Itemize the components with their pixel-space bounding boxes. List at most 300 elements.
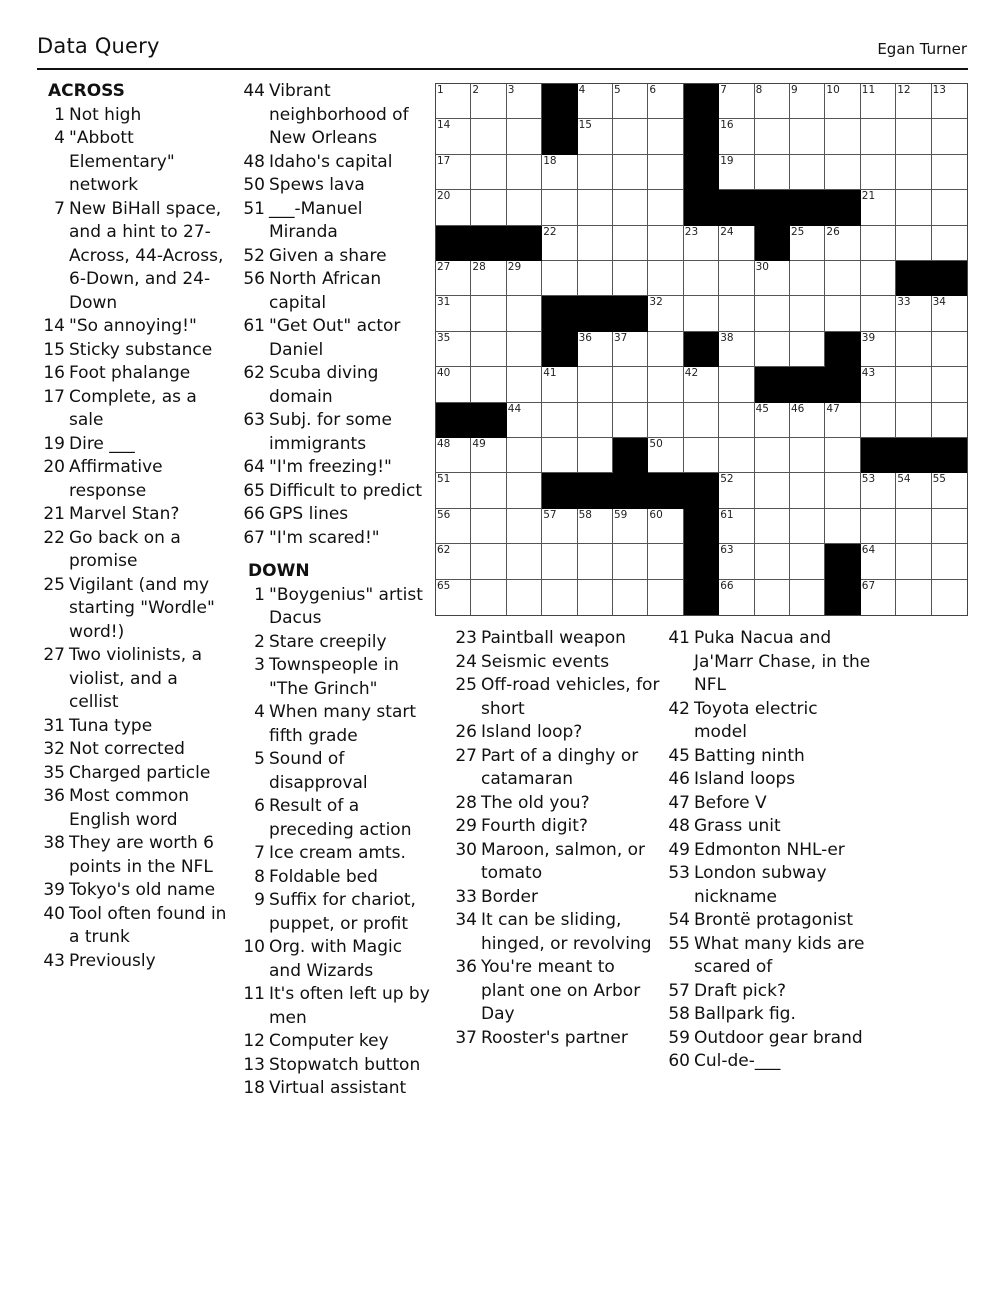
down-clue-26[interactable] xyxy=(452,721,662,745)
across-clue-56[interactable] xyxy=(240,268,430,315)
across-clue-22[interactable] xyxy=(40,527,230,574)
grid-cell[interactable] xyxy=(861,403,896,438)
grid-cell[interactable] xyxy=(896,190,931,225)
grid-cell[interactable] xyxy=(790,403,825,438)
grid-cell[interactable] xyxy=(755,119,790,154)
grid-cell[interactable] xyxy=(932,226,967,261)
clue-number: 24 xyxy=(455,651,477,672)
grid-cell[interactable] xyxy=(932,119,967,154)
grid-cell[interactable] xyxy=(471,261,506,296)
grid-cell[interactable] xyxy=(790,473,825,508)
across-clue-4[interactable] xyxy=(40,127,230,198)
grid-cell[interactable] xyxy=(790,261,825,296)
down-clue-6[interactable] xyxy=(240,795,430,842)
grid-cell[interactable] xyxy=(790,332,825,367)
grid-cell[interactable] xyxy=(471,473,506,508)
grid-cell[interactable] xyxy=(825,296,860,331)
grid-cell[interactable] xyxy=(896,544,931,579)
down-clue-9[interactable] xyxy=(240,889,430,936)
across-clue-51[interactable] xyxy=(240,198,430,245)
down-clue-34[interactable] xyxy=(452,909,662,956)
across-clue-27[interactable] xyxy=(40,644,230,715)
down-clue-47[interactable] xyxy=(665,792,875,816)
grid-cell[interactable] xyxy=(613,190,648,225)
clue-text: Foldable bed xyxy=(269,866,378,887)
grid-cell[interactable] xyxy=(648,119,683,154)
clue-text: Sticky substance xyxy=(69,339,213,360)
clue-number: 27 xyxy=(43,645,65,665)
down-clue-3[interactable] xyxy=(240,654,430,701)
grid-cell[interactable] xyxy=(861,509,896,544)
grid-cell[interactable] xyxy=(861,544,896,579)
grid-cell[interactable] xyxy=(507,509,542,544)
grid-cell[interactable] xyxy=(648,226,683,261)
grid-cell[interactable] xyxy=(613,261,648,296)
across-clue-25[interactable] xyxy=(40,574,230,645)
across-clue-50[interactable] xyxy=(240,174,430,198)
grid-cell[interactable] xyxy=(755,438,790,473)
grid-cell[interactable] xyxy=(578,509,613,544)
down-clue-23[interactable] xyxy=(452,627,662,651)
cell-number: 60 xyxy=(649,508,663,521)
down-clue-10[interactable] xyxy=(240,936,430,983)
grid-cell[interactable] xyxy=(755,403,790,438)
clue-text: "Abbott Elementary" network xyxy=(69,128,175,195)
clue-number: 29 xyxy=(455,816,477,836)
down-clue-55[interactable] xyxy=(665,933,875,980)
grid-cell[interactable] xyxy=(684,296,719,331)
grid-cell[interactable] xyxy=(755,296,790,331)
grid-cell[interactable] xyxy=(684,367,719,402)
grid-cell[interactable] xyxy=(613,580,648,615)
down-clue-36[interactable] xyxy=(452,956,662,1027)
across-clue-20[interactable] xyxy=(40,456,230,503)
grid-cell[interactable] xyxy=(755,509,790,544)
grid-cell[interactable] xyxy=(578,367,613,402)
grid-cell[interactable] xyxy=(436,261,471,296)
grid-cell[interactable] xyxy=(542,580,577,615)
grid-cell[interactable] xyxy=(719,580,754,615)
grid-cell[interactable] xyxy=(755,332,790,367)
down-clue-53[interactable] xyxy=(665,862,875,909)
grid-cell[interactable] xyxy=(719,261,754,296)
grid-cell[interactable] xyxy=(613,332,648,367)
grid-cell[interactable] xyxy=(578,544,613,579)
grid-cell[interactable] xyxy=(861,261,896,296)
grid-cell[interactable] xyxy=(861,296,896,331)
grid-cell[interactable] xyxy=(825,226,860,261)
grid-cell[interactable] xyxy=(684,438,719,473)
grid-cell[interactable] xyxy=(932,580,967,615)
grid-cell[interactable] xyxy=(471,438,506,473)
across-clue-36[interactable] xyxy=(40,785,230,832)
grid-cell[interactable] xyxy=(648,261,683,296)
grid-cell[interactable] xyxy=(507,296,542,331)
grid-cell[interactable] xyxy=(896,155,931,190)
grid-cell[interactable] xyxy=(648,84,683,119)
grid-cell[interactable] xyxy=(436,84,471,119)
down-clue-11[interactable] xyxy=(240,983,430,1030)
clue-column-4 xyxy=(665,627,875,1074)
across-clue-19[interactable] xyxy=(40,433,230,457)
across-clue-62[interactable] xyxy=(240,362,430,409)
grid-cell[interactable] xyxy=(578,155,613,190)
grid-cell[interactable] xyxy=(436,438,471,473)
grid-cell[interactable] xyxy=(825,119,860,154)
grid-cell[interactable] xyxy=(932,403,967,438)
grid-cell[interactable] xyxy=(932,190,967,225)
grid-cell[interactable] xyxy=(825,403,860,438)
grid-cell[interactable] xyxy=(471,190,506,225)
across-clue-66[interactable] xyxy=(240,503,430,527)
grid-cell[interactable] xyxy=(755,155,790,190)
grid-cell[interactable] xyxy=(896,509,931,544)
grid-cell[interactable] xyxy=(578,580,613,615)
down-clue-5[interactable] xyxy=(240,748,430,795)
grid-cell[interactable] xyxy=(932,509,967,544)
across-clue-65[interactable] xyxy=(240,480,430,504)
grid-cell[interactable] xyxy=(613,403,648,438)
grid-cell[interactable] xyxy=(755,580,790,615)
grid-cell[interactable] xyxy=(648,296,683,331)
grid-cell[interactable] xyxy=(719,473,754,508)
grid-cell[interactable] xyxy=(471,509,506,544)
grid-cell[interactable] xyxy=(648,367,683,402)
grid-cell[interactable] xyxy=(719,155,754,190)
grid-cell[interactable] xyxy=(613,367,648,402)
grid-cell[interactable] xyxy=(861,580,896,615)
grid-cell[interactable] xyxy=(719,84,754,119)
grid-cell[interactable] xyxy=(436,296,471,331)
grid-cell[interactable] xyxy=(507,261,542,296)
grid-cell[interactable] xyxy=(507,367,542,402)
down-clue-29[interactable] xyxy=(452,815,662,839)
grid-cell[interactable] xyxy=(755,84,790,119)
grid-cell[interactable] xyxy=(648,438,683,473)
grid-cell[interactable] xyxy=(471,332,506,367)
grid-cell[interactable] xyxy=(436,367,471,402)
down-clue-4[interactable] xyxy=(240,701,430,748)
across-clue-61[interactable] xyxy=(240,315,430,362)
down-clue-25[interactable] xyxy=(452,674,662,721)
grid-cell[interactable] xyxy=(896,226,931,261)
grid-cell[interactable] xyxy=(861,190,896,225)
grid-cell[interactable] xyxy=(542,155,577,190)
across-clue-16[interactable] xyxy=(40,362,230,386)
grid-cell[interactable] xyxy=(932,155,967,190)
grid-cell[interactable] xyxy=(542,367,577,402)
grid-cell[interactable] xyxy=(861,473,896,508)
across-clue-44[interactable] xyxy=(240,80,430,151)
black-square xyxy=(719,190,754,225)
grid-cell[interactable] xyxy=(719,438,754,473)
grid-cell[interactable] xyxy=(542,226,577,261)
down-clue-58[interactable] xyxy=(665,1003,875,1027)
grid-cell[interactable] xyxy=(507,155,542,190)
grid-cell[interactable] xyxy=(648,544,683,579)
grid-cell[interactable] xyxy=(507,438,542,473)
grid-cell[interactable] xyxy=(578,190,613,225)
black-square xyxy=(613,296,648,331)
grid-cell[interactable] xyxy=(613,544,648,579)
across-clue-17[interactable] xyxy=(40,386,230,433)
cell-number: 43 xyxy=(861,367,876,380)
clue-number: 15 xyxy=(43,339,65,360)
cell-number: 29 xyxy=(507,261,522,273)
grid-cell[interactable] xyxy=(436,155,471,190)
grid-cell[interactable] xyxy=(684,403,719,438)
grid-cell[interactable] xyxy=(790,580,825,615)
grid-cell[interactable] xyxy=(932,296,967,331)
grid-cell[interactable] xyxy=(436,580,471,615)
across-clue-7[interactable] xyxy=(40,198,230,316)
down-clue-41[interactable] xyxy=(665,627,875,698)
grid-cell[interactable] xyxy=(507,473,542,508)
grid-cell[interactable] xyxy=(896,403,931,438)
down-clue-59[interactable] xyxy=(665,1027,875,1051)
grid-cell[interactable] xyxy=(436,190,471,225)
grid-cell[interactable] xyxy=(790,84,825,119)
grid-cell[interactable] xyxy=(507,544,542,579)
grid-cell[interactable] xyxy=(755,261,790,296)
grid-cell[interactable] xyxy=(861,226,896,261)
down-clue-46[interactable] xyxy=(665,768,875,792)
grid-cell[interactable] xyxy=(471,155,506,190)
clue-number: 45 xyxy=(668,745,690,766)
grid-cell[interactable] xyxy=(719,544,754,579)
grid-cell[interactable] xyxy=(790,119,825,154)
across-clue-15[interactable] xyxy=(40,339,230,363)
down-clue-24[interactable] xyxy=(452,651,662,675)
grid-cell[interactable] xyxy=(896,84,931,119)
grid-cell[interactable] xyxy=(932,84,967,119)
grid-cell[interactable] xyxy=(719,332,754,367)
grid-cell[interactable] xyxy=(684,226,719,261)
grid-cell[interactable] xyxy=(825,473,860,508)
grid-cell[interactable] xyxy=(790,296,825,331)
grid-cell[interactable] xyxy=(896,367,931,402)
down-clue-30[interactable] xyxy=(452,839,662,886)
across-clue-35[interactable] xyxy=(40,762,230,786)
grid-cell[interactable] xyxy=(542,509,577,544)
across-clue-64[interactable] xyxy=(240,456,430,480)
down-clue-2[interactable] xyxy=(240,631,430,655)
grid-cell[interactable] xyxy=(578,119,613,154)
grid-cell[interactable] xyxy=(861,332,896,367)
grid-cell[interactable] xyxy=(719,226,754,261)
grid-cell[interactable] xyxy=(471,296,506,331)
grid-cell[interactable] xyxy=(436,119,471,154)
grid-cell[interactable] xyxy=(861,119,896,154)
grid-cell[interactable] xyxy=(471,580,506,615)
across-clue-1[interactable] xyxy=(40,104,230,128)
grid-cell[interactable] xyxy=(648,332,683,367)
clue-number: 51 xyxy=(243,198,265,219)
grid-cell[interactable] xyxy=(613,155,648,190)
grid-cell[interactable] xyxy=(542,403,577,438)
down-clue-27[interactable] xyxy=(452,745,662,792)
grid-cell[interactable] xyxy=(932,544,967,579)
grid-cell[interactable] xyxy=(507,332,542,367)
grid-cell[interactable] xyxy=(896,296,931,331)
grid-cell[interactable] xyxy=(436,509,471,544)
down-clue-13[interactable] xyxy=(240,1054,430,1078)
black-square xyxy=(684,190,719,225)
across-clue-39[interactable] xyxy=(40,879,230,903)
black-square xyxy=(684,155,719,190)
down-clue-37[interactable] xyxy=(452,1027,662,1051)
cell-number: 54 xyxy=(897,473,911,486)
grid-cell[interactable] xyxy=(719,367,754,402)
clue-number: 6 xyxy=(254,796,265,816)
down-clue-57[interactable] xyxy=(665,980,875,1004)
across-clue-32[interactable] xyxy=(40,738,230,762)
grid-cell[interactable] xyxy=(825,509,860,544)
down-clue-7[interactable] xyxy=(240,842,430,866)
clue-text: When many start fifth grade xyxy=(269,702,417,746)
across-clue-38[interactable] xyxy=(40,832,230,879)
grid-cell[interactable] xyxy=(648,155,683,190)
grid-cell[interactable] xyxy=(684,261,719,296)
black-square xyxy=(471,403,506,438)
grid-cell[interactable] xyxy=(613,509,648,544)
grid-cell[interactable] xyxy=(471,84,506,119)
grid-cell[interactable] xyxy=(648,580,683,615)
down-clue-18[interactable] xyxy=(240,1077,430,1101)
down-clue-28[interactable] xyxy=(452,792,662,816)
clue-text: Vigilant (and my starting "Wordle" word!) xyxy=(69,574,215,642)
clue-number: 4 xyxy=(254,702,265,722)
down-clue-49[interactable] xyxy=(665,839,875,863)
grid-cell[interactable] xyxy=(825,84,860,119)
grid-cell[interactable] xyxy=(578,332,613,367)
grid-cell[interactable] xyxy=(648,509,683,544)
black-square xyxy=(684,473,719,508)
across-clue-52[interactable] xyxy=(240,245,430,269)
grid-cell[interactable] xyxy=(719,296,754,331)
grid-cell[interactable] xyxy=(471,544,506,579)
cell-number: 16 xyxy=(720,119,734,132)
across-clue-63[interactable] xyxy=(240,409,430,456)
grid-cell[interactable] xyxy=(790,509,825,544)
grid-cell[interactable] xyxy=(825,155,860,190)
grid-cell[interactable] xyxy=(932,473,967,508)
down-clue-54[interactable] xyxy=(665,909,875,933)
clue-number: 19 xyxy=(43,433,65,454)
down-clue-12[interactable] xyxy=(240,1030,430,1054)
clue-text: Batting ninth xyxy=(694,745,805,766)
across-clue-31[interactable] xyxy=(40,715,230,739)
down-clue-8[interactable] xyxy=(240,866,430,890)
grid-cell[interactable] xyxy=(719,509,754,544)
grid-cell[interactable] xyxy=(896,580,931,615)
across-clue-14[interactable] xyxy=(40,315,230,339)
clue-text: Rooster's partner xyxy=(481,1027,628,1048)
grid-cell[interactable] xyxy=(648,190,683,225)
grid-cell[interactable] xyxy=(436,473,471,508)
grid-cell[interactable] xyxy=(825,261,860,296)
grid-cell[interactable] xyxy=(578,438,613,473)
across-clue-67[interactable] xyxy=(240,527,430,551)
clue-number: 61 xyxy=(243,316,265,336)
grid-cell[interactable] xyxy=(755,544,790,579)
cell-number: 20 xyxy=(437,190,451,203)
grid-cell[interactable] xyxy=(861,155,896,190)
grid-cell[interactable] xyxy=(861,84,896,119)
grid-cell[interactable] xyxy=(896,119,931,154)
grid-cell[interactable] xyxy=(861,367,896,402)
grid-cell[interactable] xyxy=(825,438,860,473)
grid-cell[interactable] xyxy=(436,332,471,367)
clue-text: You're meant to plant one on Arbor Day xyxy=(481,957,641,1024)
grid-cell[interactable] xyxy=(932,332,967,367)
clue-number: 56 xyxy=(243,269,265,289)
clue-text: "I'm freezing!" xyxy=(269,457,392,477)
clue-text: "Boygenius" artist Dacus xyxy=(269,584,423,628)
grid-cell[interactable] xyxy=(578,84,613,119)
down-clue-45[interactable] xyxy=(665,745,875,769)
grid-cell[interactable] xyxy=(613,119,648,154)
clue-column-2 xyxy=(240,80,430,1101)
grid-cell[interactable] xyxy=(790,226,825,261)
grid-cell[interactable] xyxy=(790,155,825,190)
clue-number: 65 xyxy=(243,480,265,501)
down-clue-1[interactable] xyxy=(240,584,430,631)
across-clue-21[interactable] xyxy=(40,503,230,527)
grid-cell[interactable] xyxy=(542,190,577,225)
across-clue-48[interactable] xyxy=(240,151,430,175)
grid-cell[interactable] xyxy=(578,403,613,438)
down-clue-48[interactable] xyxy=(665,815,875,839)
grid-cell[interactable] xyxy=(542,261,577,296)
across-clue-43[interactable] xyxy=(40,950,230,974)
grid-cell[interactable] xyxy=(507,403,542,438)
down-clue-60[interactable] xyxy=(665,1050,875,1074)
grid-cell[interactable] xyxy=(896,473,931,508)
header-divider xyxy=(37,68,968,70)
grid-cell[interactable] xyxy=(471,367,506,402)
grid-cell[interactable] xyxy=(896,332,931,367)
grid-cell[interactable] xyxy=(790,438,825,473)
grid-cell[interactable] xyxy=(578,261,613,296)
grid-cell[interactable] xyxy=(790,544,825,579)
grid-cell[interactable] xyxy=(613,84,648,119)
grid-cell[interactable] xyxy=(719,119,754,154)
clue-number: 54 xyxy=(668,910,690,930)
cell-number: 26 xyxy=(826,225,840,238)
clue-number: 48 xyxy=(668,816,690,836)
clue-text: "So annoying!" xyxy=(69,316,197,336)
grid-cell[interactable] xyxy=(578,226,613,261)
across-clue-40[interactable] xyxy=(40,903,230,950)
grid-cell[interactable] xyxy=(507,580,542,615)
grid-cell[interactable] xyxy=(719,403,754,438)
grid-cell[interactable] xyxy=(542,544,577,579)
grid-cell[interactable] xyxy=(471,119,506,154)
grid-cell[interactable] xyxy=(613,226,648,261)
grid-cell[interactable] xyxy=(755,473,790,508)
clue-text: Subj. for some immigrants xyxy=(269,410,392,454)
grid-cell[interactable] xyxy=(507,119,542,154)
down-clue-42[interactable] xyxy=(665,698,875,745)
grid-cell[interactable] xyxy=(436,544,471,579)
grid-cell[interactable] xyxy=(648,403,683,438)
grid-cell[interactable] xyxy=(542,438,577,473)
grid-cell[interactable] xyxy=(932,367,967,402)
grid-cell[interactable] xyxy=(507,190,542,225)
grid-cell[interactable] xyxy=(507,84,542,119)
down-clue-33[interactable] xyxy=(452,886,662,910)
